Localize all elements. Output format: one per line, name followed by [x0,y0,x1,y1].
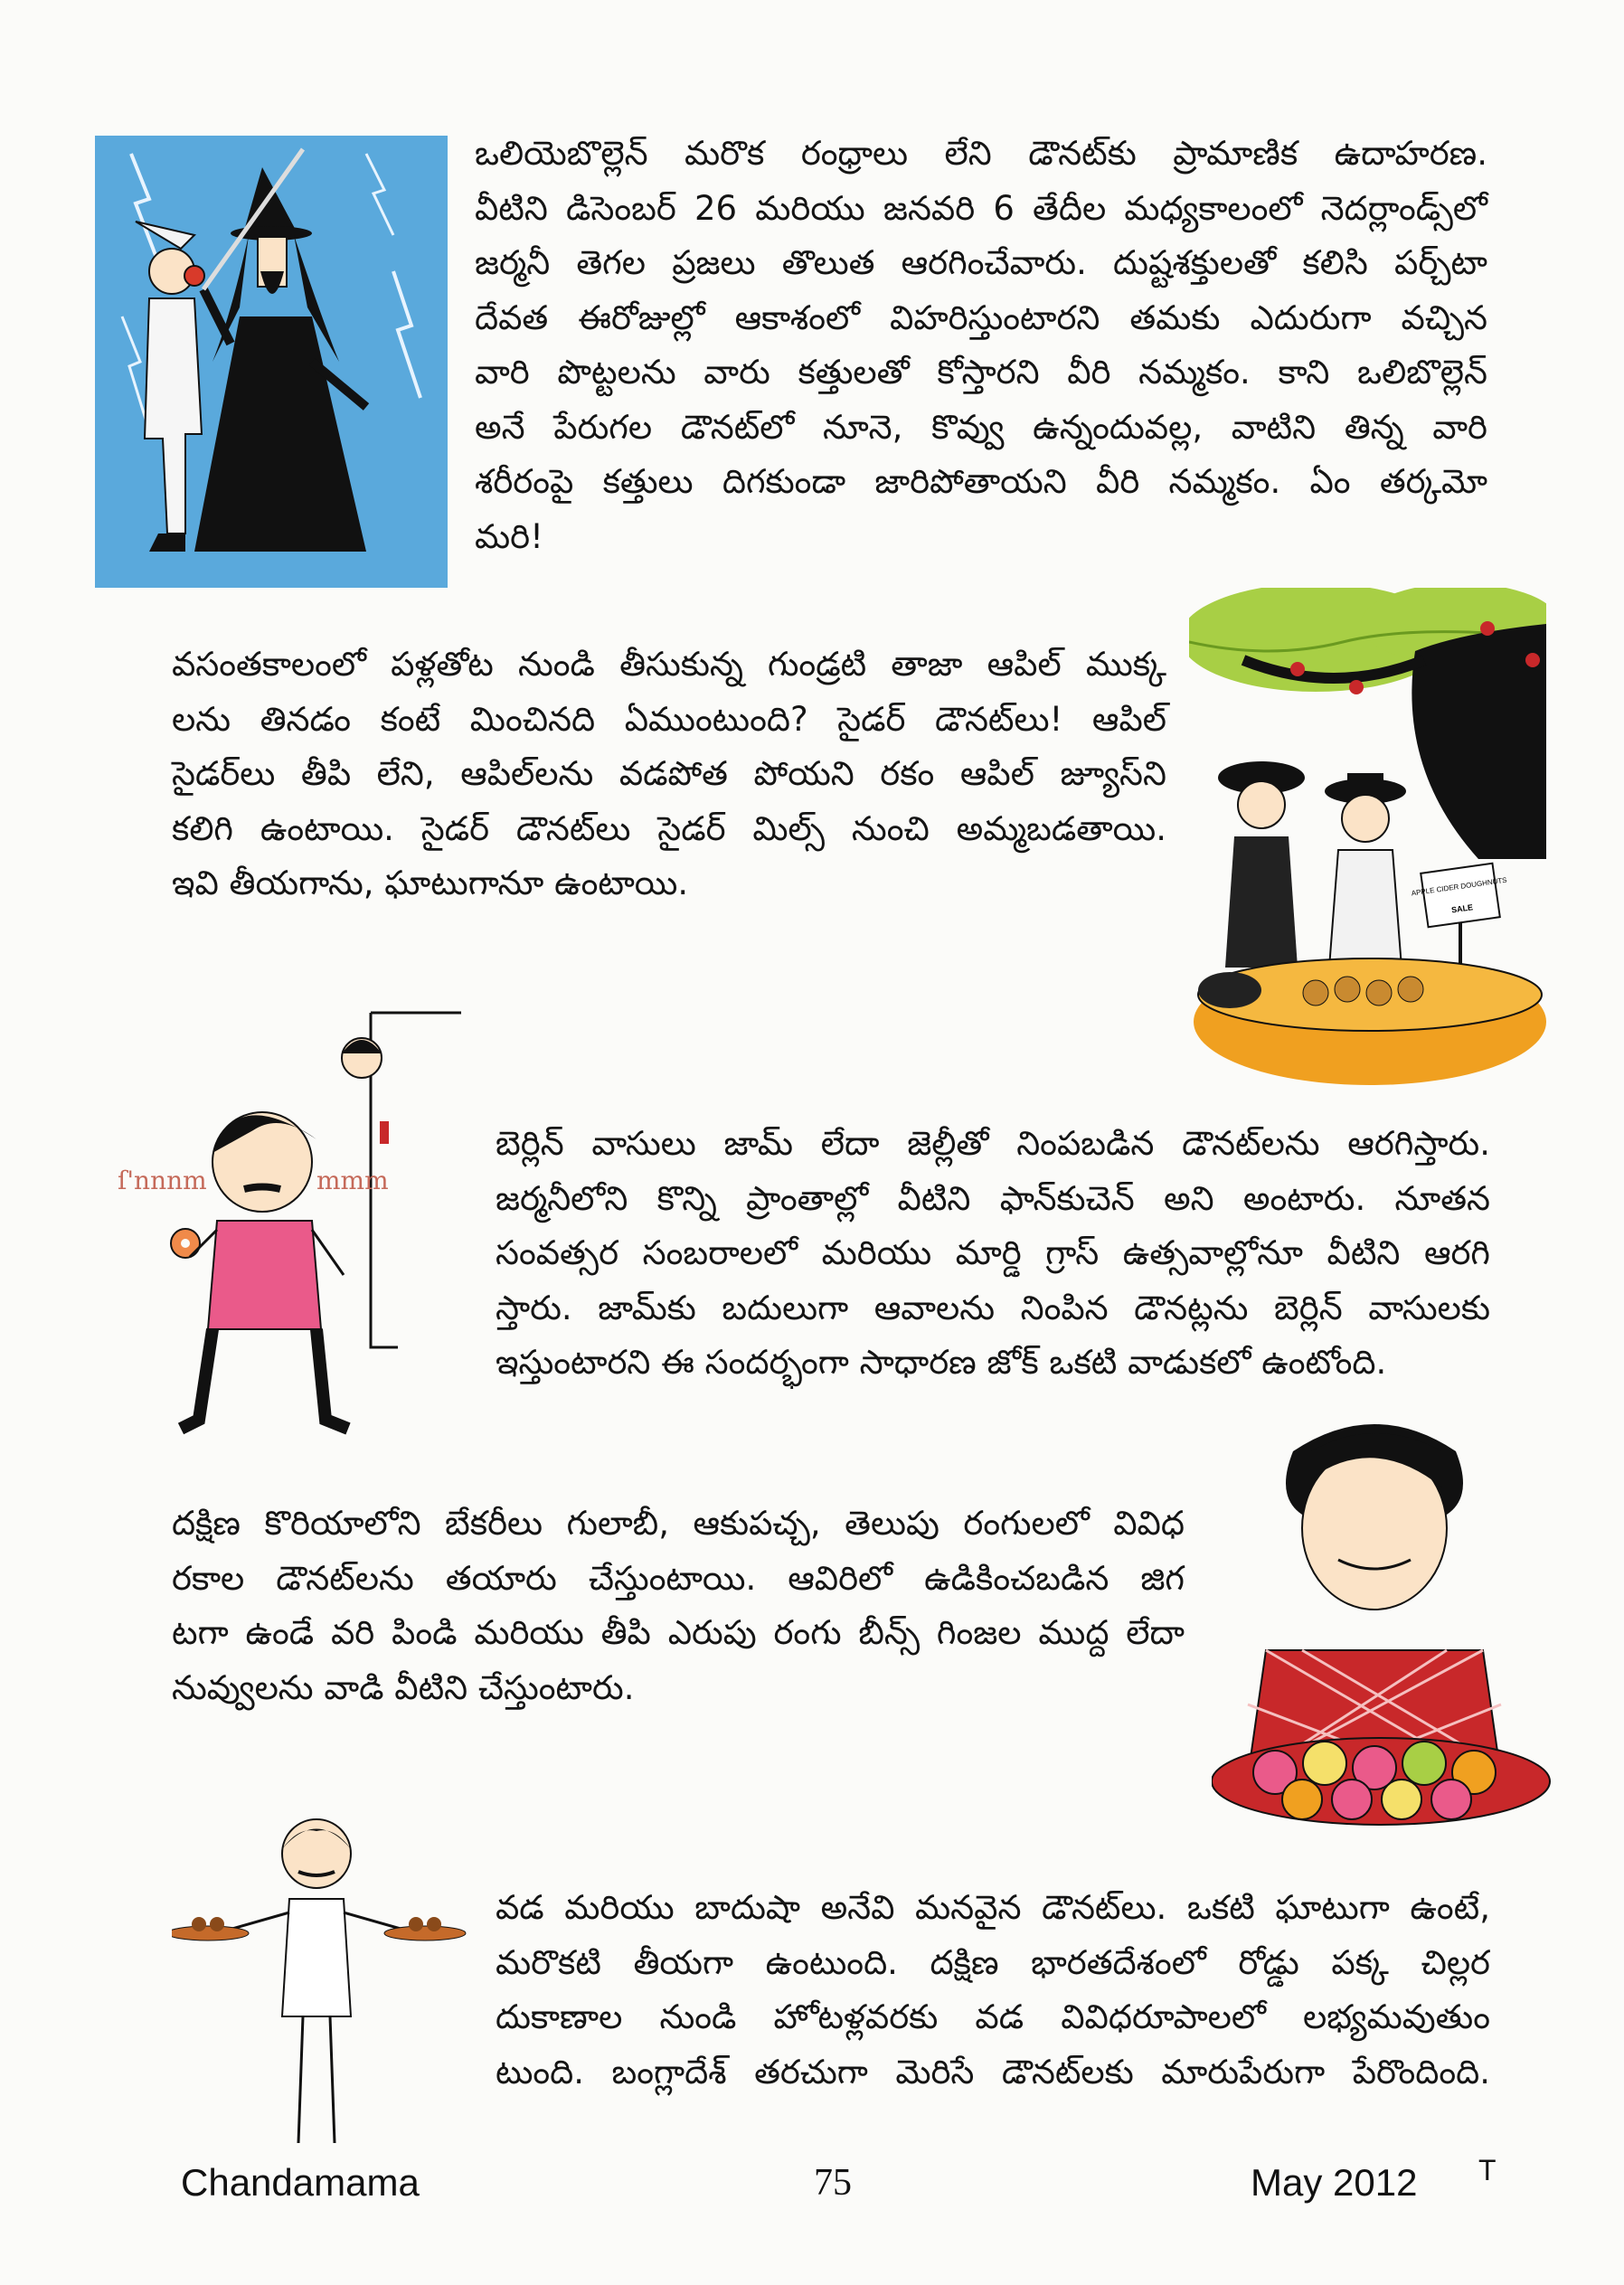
apple-tree-drawing [1189,588,1546,1090]
text-line: ఒలియెబొల్లెన్ మరొక రంధ్రాలు లేని డౌనట్‌కు ప్రామాణిక ఉదాహరణ. [475,134,1487,173]
korean-baker-drawing [1212,1415,1551,1827]
footer-mark: T [1478,2154,1497,2186]
text-line: స్తారు. జామ్‌కు బదులుగా ఆవాలను నింపిన డౌనట్లను బెర్లిన్ వాసులకు [496,1288,1490,1327]
paragraph-korea [172,1497,1185,1715]
text-line: బెర్లిన్ వాసులు జామ్ లేదా జెల్లీతో నింపబడిన డౌనట్‌లను ఆరగిస్తారు. [496,1124,1490,1163]
svg-text:mmm: mmm [316,1166,389,1195]
wizard-drawing [95,136,448,588]
text-line: మరొకటి తీయగా ఉంటుంది. దక్షిణ భారతదేశంలో రోడ్డు పక్క చిల్లర [496,1942,1490,1982]
korean-doughnut-illustration [1212,1415,1551,1827]
text-line: సైడర్‌లు తీపి లేని, ఆపిల్‌లను వడపోత పోయని రకం ఆపిల్ జ్యూస్‌ని [172,754,1166,793]
cider-sale-illustration [1189,588,1546,1090]
footer-page-number: 75 [814,2162,852,2204]
text-line: వసంతకాలంలో పళ్లతోట నుండి తీసుకున్న గుండ్రటి తాజా ఆపిల్ ముక్క [172,645,1166,684]
paragraph-cider-doughnuts [172,637,1166,911]
text-line: లను తినడం కంటే మించినది ఏముంటుంది? సైడర్ డౌనట్‌లు! ఆపిల్ [172,699,1166,739]
text-line: టగా ఉండే వరి పిండి మరియు తీపి ఎరుపు రంగు బీన్స్ గింజల ముద్ద లేదా [172,1613,1185,1652]
footer-magazine-name: Chandamama [181,2161,420,2204]
berliner-drawing [99,1004,479,1474]
paragraph-oliebollen [475,127,1487,564]
paragraph-vada [496,1881,1490,2100]
text-line: జర్మనీ తెగల ప్రజలు తొలుత ఆరగించేవారు. దుష్టశక్తులతో కలిసి పర్చ్‌టా [475,243,1487,282]
text-line: వారి పొట్టలను వారు కత్తులతో కోస్తారని వీరి నమ్మకం. కాని ఒలిబొల్లెన్ [475,353,1487,392]
text-line: దుకాణాల నుండి హోటళ్లవరకు వడ వివిధరూపాలలో లభ్యమవుతుం [496,1997,1490,2036]
text-line: అనే పేరుగల డౌనట్‌లో నూనె, కొవ్వు ఉన్నందువల్ల, వాటిని తిన్న వారి [475,407,1487,447]
sign-headline: APPLE CIDER DOUGHNUTS [1411,875,1508,898]
text-line: జర్మనీలోని కొన్ని ప్రాంతాల్లో వీటిని ఫాన్‌కుచెన్ అని అంటారు. నూతన [496,1178,1490,1218]
text-line: దేవత ఈరోజుల్లో ఆకాశంలో విహరిస్తుంటారని తమకు ఎదురుగా వచ్చిన [475,297,1487,337]
text-line: నువ్వులను వాడి వీటిని చేస్తుంటారు. [172,1667,635,1707]
wizard-illustration [95,136,448,588]
footer-issue-date: May 2012 [1251,2161,1418,2204]
text-line: వీటిని డిసెంబర్ 26 మరియు జనవరి 6 తేదీల మధ్యకాలంలో నెదర్లాండ్స్‌లో [475,188,1487,228]
svg-text:ſ'nnnm: ſ'nnnm [118,1166,207,1195]
text-line: కలిగి ఉంటాయి. సైడర్ డౌనట్‌లు సైడర్ మిల్స్ నుంచి అమ్మబడతాయి. [172,808,1166,848]
text-line: రకాల డౌనట్‌లను తయారు చేస్తుంటాయి. ఆవిరిలో ఉడికించబడిన జిగ [172,1558,1185,1598]
waiter-drawing [172,1799,470,2161]
text-line: దక్షిణ కొరియాలోని బేకరీలు గులాబీ, ఆకుపచ్చ, తెలుపు రంగులలో వివిధ [172,1504,1185,1543]
berliner-illustration [99,1004,479,1474]
text-line: మరి! [475,516,543,556]
text-line: టుంది. బంగ్లాదేశ్ తరచుగా మెరిసే డౌనట్‌లకు మారుపేరుగా పేరొందింది. [496,2052,1490,2091]
text-line: శరీరంపై కత్తులు దిగకుండా జారిపోతాయని వీరి నమ్మకం. ఏం తర్కమో [475,462,1487,501]
sign-sale-text: SALE [1450,902,1474,915]
vada-waiter-illustration [172,1799,470,2161]
text-line: సంవత్సర సంబరాలలో మరియు మార్డి గ్రాస్ ఉత్సవాల్లోనూ వీటిని ఆరగి [496,1233,1490,1272]
text-line: వడ మరియు బాదుషా అనేవి మనవైన డౌనట్‌లు. ఒకటి ఘాటుగా ఉంటే, [496,1888,1490,1927]
paragraph-berliner [496,1117,1490,1391]
text-line: ఇవి తీయగాను, ఘాటుగానూ ఉంటాయి. [172,864,689,902]
text-line: ఇస్తుంటారని ఈ సందర్భంగా సాధారణ జోక్ ఒకటి వాడుకలో ఉంటోంది. [496,1343,1387,1382]
